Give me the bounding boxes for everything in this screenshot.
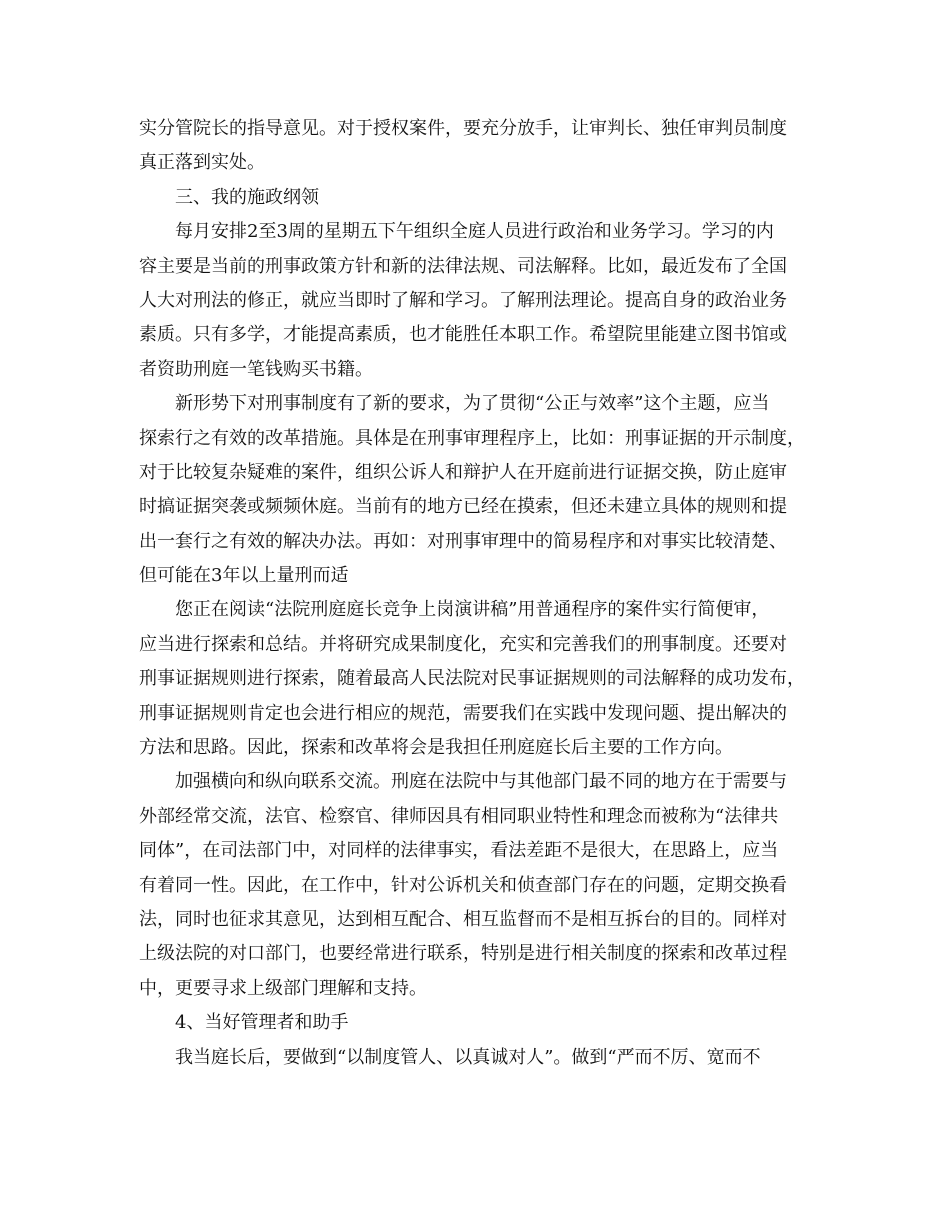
text-line: 中，更要寻求上级部门理解和支持。 — [139, 977, 427, 999]
text-line: 但可能在3年以上量刑而适 — [139, 565, 349, 587]
text-line: 外部经常交流，法官、检察官、律师因具有相同职业特性和理念而被称为“法律共 — [139, 805, 779, 827]
text-line: 者资助刑庭一笔钱购买书籍。 — [139, 358, 373, 380]
text-line: 同体”，在司法部门中，对同样的法律事实，看法差距不是很大，在思路上，应当 — [139, 840, 779, 862]
text-line: 加强横向和纵向联系交流。刑庭在法院中与其他部门最不同的地方在于需要与 — [175, 771, 787, 793]
text-line: 4、当好管理者和助手 — [175, 1012, 349, 1034]
text-line: 人大对刑法的修正，就应当即时了解和学习。了解刑法理论。提高自身的政治业务 — [139, 289, 787, 311]
text-line: 探索行之有效的改革措施。具体是在刑事审理程序上，比如：刑事证据的开示制度， — [139, 427, 805, 449]
text-line: 刑事证据规则肯定也会进行相应的规范，需要我们在实践中发现问题、提出解决的 — [139, 702, 787, 724]
text-line: 法，同时也征求其意见，达到相互配合、相互监督而不是相互拆台的目的。同样对 — [139, 908, 787, 930]
text-line: 新形势下对刑事制度有了新的要求，为了贯彻“公正与效率”这个主题，应当 — [175, 393, 770, 415]
text-line: 有着同一性。因此，在工作中，针对公诉机关和侦查部门存在的问题，定期交换看 — [139, 874, 787, 896]
text-line: 刑事证据规则进行探索，随着最高人民法院对民事证据规则的司法解释的成功发布， — [139, 668, 805, 690]
text-line: 真正落到实处。 — [139, 152, 265, 174]
text-line: 对于比较复杂疑难的案件，组织公诉人和辩护人在开庭前进行证据交换，防止庭审 — [139, 461, 787, 483]
text-line: 应当进行探索和总结。并将研究成果制度化，充实和完善我们的刑事制度。还要对 — [139, 633, 787, 655]
document-body — [139, 112, 829, 1075]
text-line: 您正在阅读“法院刑庭庭长竞争上岗演讲稿”用普通程序的案件实行简便审， — [175, 599, 770, 621]
text-line: 时搞证据突袭或频频休庭。当前有的地方已经在摸索，但还未建立具体的规则和提 — [139, 496, 787, 518]
text-line: 素质。只有多学，才能提高素质，也才能胜任本职工作。希望院里能建立图书馆或 — [139, 324, 787, 346]
text-line: 每月安排2至3周的星期五下午组织全庭人员进行政治和业务学习。学习的内 — [175, 221, 774, 243]
text-line: 容主要是当前的刑事政策方针和新的法律法规、司法解释。比如，最近发布了全国 — [139, 255, 787, 277]
text-line: 上级法院的对口部门，也要经常进行联系，特别是进行相关制度的探索和改革过程 — [139, 943, 787, 965]
text-line: 方法和思路。因此，探索和改革将会是我担任刑庭庭长后主要的工作方向。 — [139, 737, 733, 759]
text-line: 实分管院长的指导意见。对于授权案件，要充分放手，让审判长、独任审判员制度 — [139, 118, 787, 139]
text-line: 三、我的施政纲领 — [175, 186, 319, 208]
text-line: 我当庭长后，要做到“以制度管人、以真诚对人”。做到“严而不厉、宽而不 — [175, 1046, 761, 1068]
text-line: 出一套行之有效的解决办法。再如：对刑事审理中的简易程序和对事实比较清楚、 — [139, 530, 787, 552]
